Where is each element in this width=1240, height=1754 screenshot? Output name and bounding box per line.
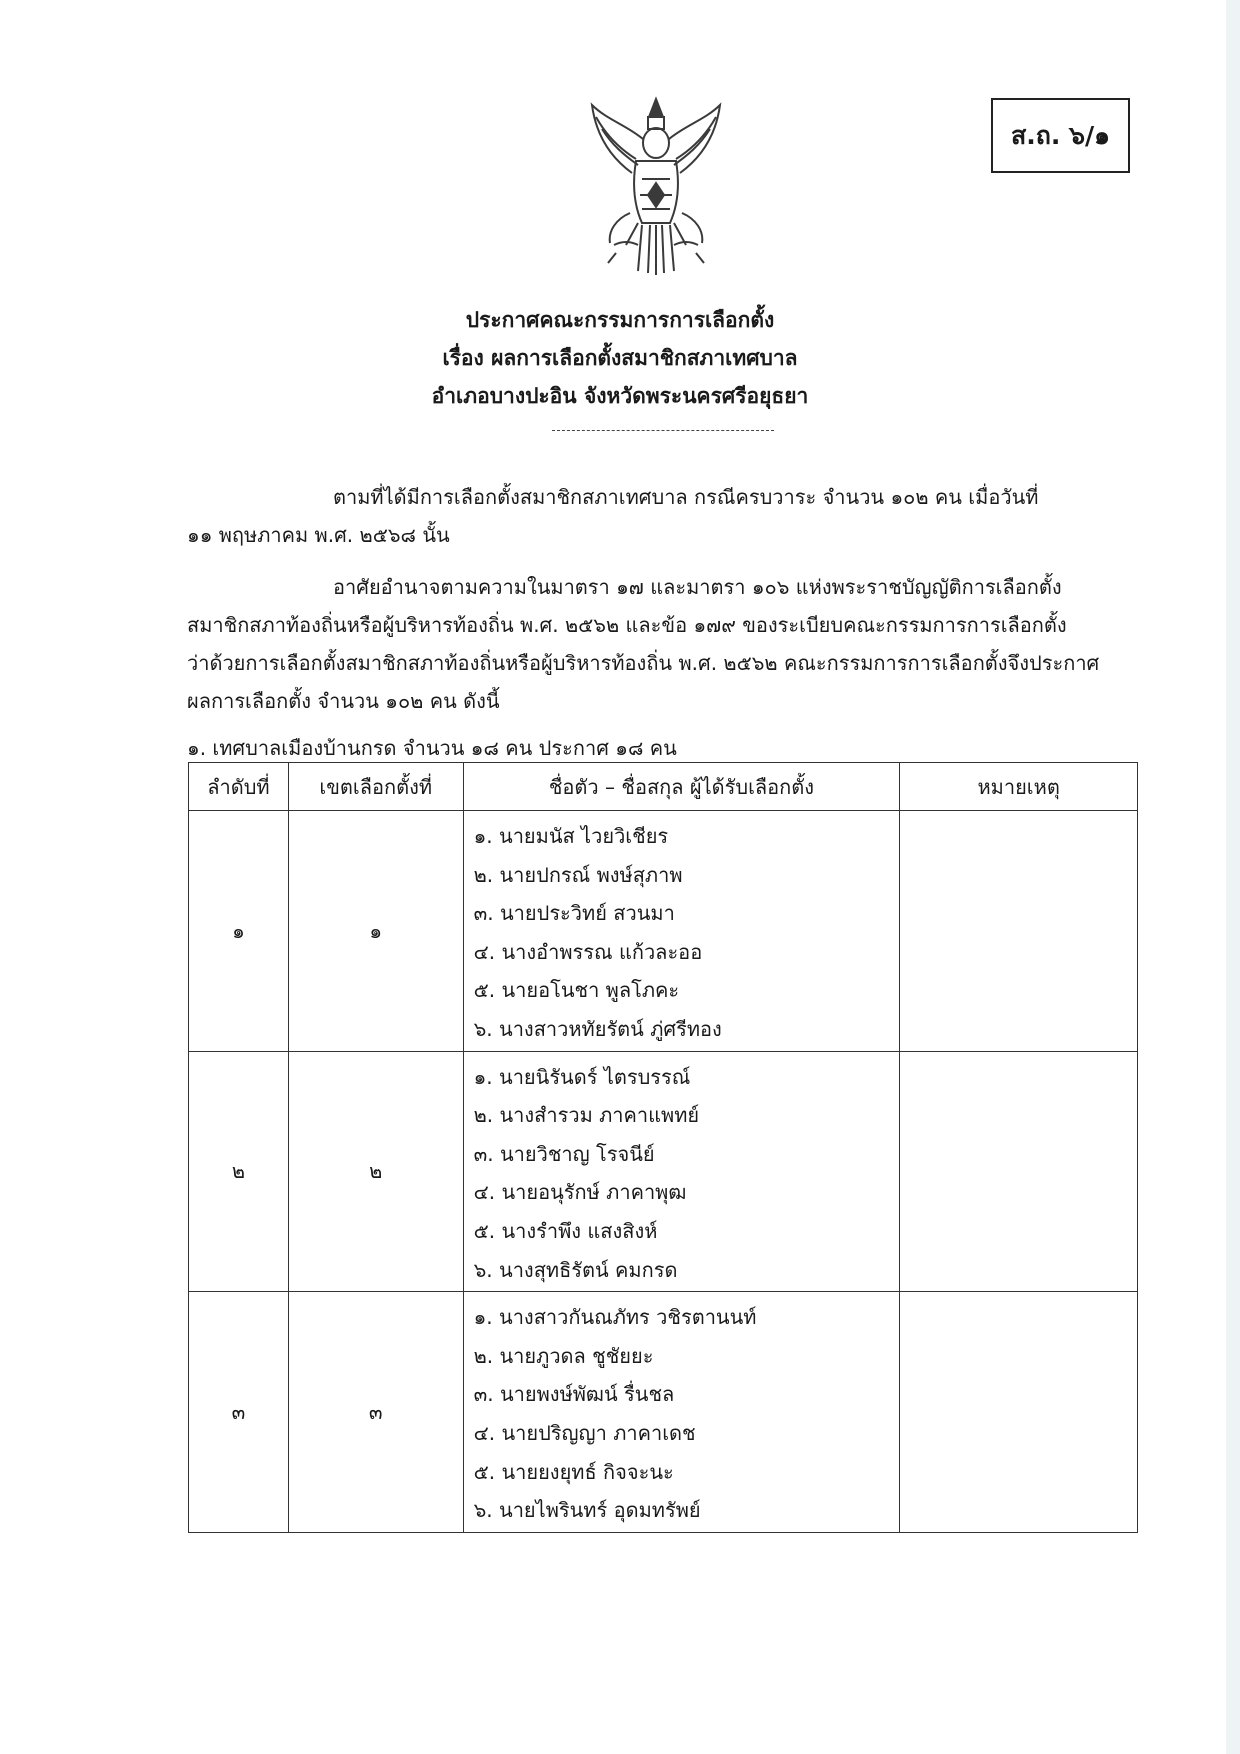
- paragraph-2-line-1: อาศัยอำนาจตามความในมาตรา ๑๗ และมาตรา ๑๐๖ แห่งพระราชบัญญัติการเลือกตั้ง: [333, 575, 1062, 599]
- elected-name: ๒. นายภูวดล ชูชัยยะ: [473, 1343, 654, 1368]
- row-district: ๑: [288, 811, 463, 1052]
- paragraph-2-line-2: สมาชิกสภาท้องถิ่นหรือผู้บริหารท้องถิ่น พ.ศ. ๒๕๖๒ และข้อ ๑๗๙ ของระเบียบคณะกรรมการการเลือกตั้ง: [187, 613, 1067, 637]
- table-row: [189, 1051, 1138, 1292]
- election-results-table: [188, 762, 1138, 1533]
- announcement-location: อำเภอบางปะอิน จังหวัดพระนครศรีอยุธยา: [431, 384, 809, 408]
- announcement-title: ประกาศคณะกรรมการการเลือกตั้ง: [465, 308, 775, 332]
- elected-name: ๑. นายมนัส ไวยวิเชียร: [473, 824, 669, 848]
- header-divider: [552, 430, 774, 431]
- paragraph-1: [187, 478, 1138, 554]
- header-order: ลำดับที่: [189, 763, 289, 811]
- row-district: ๒: [288, 1051, 463, 1292]
- table-header-row: [189, 763, 1138, 811]
- row-note: [900, 1292, 1138, 1533]
- row-names: [463, 1051, 900, 1292]
- elected-name: ๓. นายประวิทย์ สวนมา: [473, 901, 675, 926]
- elected-name: ๖. นางสาวหทัยรัตน์ ภู่ศรีทอง: [473, 1016, 722, 1041]
- elected-name: ๕. นายยงยุทธ์ กิจจะนะ: [473, 1459, 674, 1484]
- elected-name: ๓. นายพงษ์พัฒน์ รื่นชล: [473, 1382, 675, 1407]
- row-names: [463, 811, 900, 1052]
- elected-name: ๑. นายนิรันดร์ ไตรบรรณ์: [473, 1064, 691, 1089]
- elected-name: ๔. นางอำพรรณ แก้วละออ: [473, 939, 703, 964]
- paragraph-2: [187, 568, 1138, 720]
- paragraph-2-line-4: ผลการเลือกตั้ง จำนวน ๑๐๒ คน ดังนี้: [187, 689, 500, 713]
- row-order: ๒: [189, 1051, 289, 1292]
- elected-name: ๔. นายปริญญา ภาคาเดช: [473, 1420, 696, 1445]
- elected-name: ๓. นายวิชาญ โรจนีย์: [473, 1141, 655, 1166]
- table-row: [189, 1292, 1138, 1533]
- elected-name: ๒. นางสำรวม ภาคาแพทย์: [473, 1103, 700, 1128]
- header-note: หมายเหตุ: [900, 763, 1138, 811]
- row-district: ๓: [288, 1292, 463, 1533]
- row-note: [900, 1051, 1138, 1292]
- elected-name: ๒. นายปกรณ์ พงษ์สุภาพ: [473, 862, 683, 887]
- paragraph-1-line-1: ตามที่ได้มีการเลือกตั้งสมาชิกสภาเทศบาล กรณีครบวาระ จำนวน ๑๐๒ คน เมื่อวันที่: [333, 485, 1039, 509]
- section-title: ๑. เทศบาลเมืองบ้านกรด จำนวน ๑๘ คน ประกาศ ๑๘ คน: [187, 736, 677, 760]
- elected-name: ๔. นายอนุรักษ์ ภาคาพุฒ: [473, 1180, 687, 1205]
- page-edge: [1226, 0, 1240, 1754]
- row-note: [900, 811, 1138, 1052]
- paragraph-2-line-3: ว่าด้วยการเลือกตั้งสมาชิกสภาท้องถิ่นหรือผู้บริหารท้องถิ่น พ.ศ. ๒๕๖๒ คณะกรรมการการเลือกตั้งจึงประกาศ: [187, 651, 1100, 675]
- elected-name: ๑. นางสาวกันณภัทร วชิรตานนท์: [473, 1305, 757, 1330]
- row-order: ๑: [189, 811, 289, 1052]
- row-names: [463, 1292, 900, 1533]
- form-code-box: ส.ถ. ๖/๑: [991, 98, 1130, 173]
- paragraph-1-line-2: ๑๑ พฤษภาคม พ.ศ. ๒๕๖๘ นั้น: [187, 523, 450, 547]
- elected-name: ๕. นายอโนชา พูลโภคะ: [473, 978, 680, 1003]
- row-order: ๓: [189, 1292, 289, 1533]
- elected-name: ๕. นางรำพึง แสงสิงห์: [473, 1218, 658, 1243]
- announcement-subject: เรื่อง ผลการเลือกตั้งสมาชิกสภาเทศบาล: [442, 346, 798, 370]
- header-district: เขตเลือกตั้งที่: [288, 763, 463, 811]
- elected-name: ๖. นางสุทธิรัตน์ คมกรด: [473, 1257, 678, 1282]
- table-row: [189, 811, 1138, 1052]
- elected-name: ๖. นายไพรินทร์ อุดมทรัพย์: [473, 1498, 701, 1523]
- garuda-emblem-icon: [586, 95, 726, 277]
- header-names: ชื่อตัว – ชื่อสกุล ผู้ได้รับเลือกตั้ง: [463, 763, 900, 811]
